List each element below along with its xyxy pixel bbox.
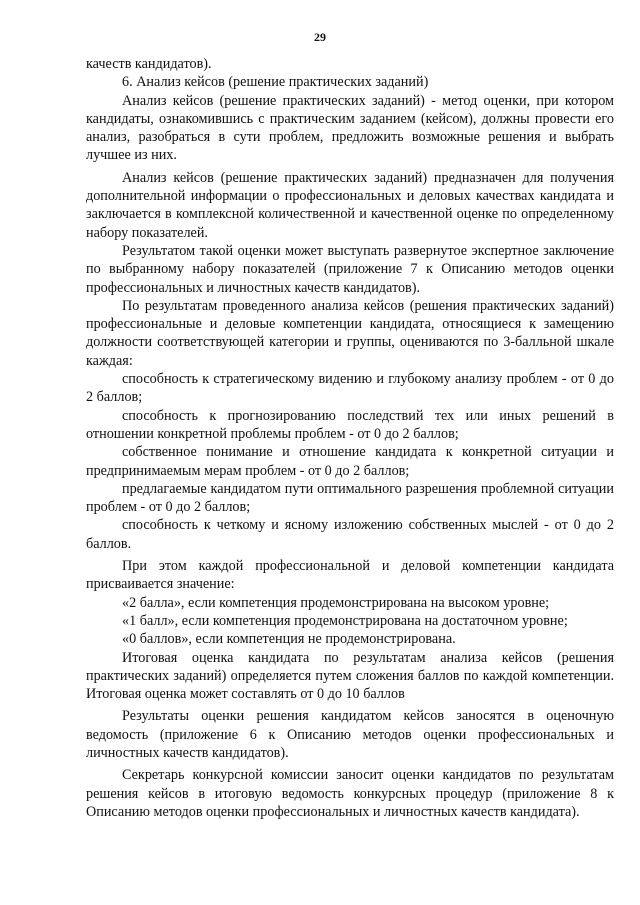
paragraph-definition: Анализ кейсов (решение практических заданий) - метод оценки, при котором кандидаты, ознакомившись с практическим заданием (кейсом), должны провести его анализ, разобраться в сути проблем, предложить возможные решения и выбрать лучшее из них.	[86, 92, 614, 164]
list-item-criterion: способность к стратегическому видению и глубокому анализу проблем - от 0 до 2 баллов;	[86, 371, 614, 406]
list-item-criterion: предлагаемые кандидатом пути оптимального разрешения проблемной ситуации проблем - от 0 до 2 баллов;	[86, 480, 614, 516]
list-item-criterion: способность к прогнозированию последствий тех или иных решений в отношении конкретной проблемы проблем - от 0 до 2 баллов;	[86, 407, 614, 442]
list-item-value: «1 балл», если компетенция продемонстрирована на достаточном уровне;	[122, 612, 568, 629]
section-heading: 6. Анализ кейсов (решение практических заданий)	[122, 74, 429, 91]
document-body	[86, 55, 614, 821]
paragraph-purpose: Анализ кейсов (решение практических заданий) предназначен для получения дополнительной информации о профессиональных и деловых качествах кандидата и заключается в комплексной количественной и качественной оценке по определенному набору показателей.	[86, 169, 614, 241]
paragraph-secretary: Секретарь конкурсной комиссии заносит оценки кандидатов по результатам решения кейсов в итоговую ведомость конкурсных процедур (приложение 8 к Описанию методов оценки профессиональных и личностных качеств кандидата).	[86, 767, 614, 820]
list-item-criterion: собственное понимание и отношение кандидата к конкретной ситуации и предпринимаемым мерам проблем - от 0 до 2 баллов;	[86, 444, 614, 479]
page-number: 29	[314, 30, 326, 44]
paragraph-values: При этом каждой профессиональной и деловой компетенции кандидата присваивается значение:	[86, 558, 614, 593]
paragraph-result: Результатом такой оценки может выступать развернутое экспертное заключение по выбранному набору показателей (приложение 7 к Описанию методов оценки профессиональных и личностных качеств кандидатов).	[86, 242, 614, 296]
paragraph-continuation: качеств кандидатов).	[86, 56, 212, 72]
paragraph-scale: По результатам проведенного анализа кейсов (решения практических заданий) профессиональные и деловые компетенции кандидата, относящиеся к замещению должности соответствующей категории и группы, оцениваются по 3-балльной шкале каждая:	[86, 297, 614, 369]
list-item-value: «2 балла», если компетенция продемонстрирована на высоком уровне;	[122, 594, 550, 611]
list-item-criterion: способность к четкому и ясному изложению собственных мыслей - от 0 до 2 баллов.	[86, 517, 614, 552]
paragraph-sheet: Результаты оценки решения кандидатом кейсов заносятся в оценочную ведомость (приложение 6 к Описанию методов оценки профессиональных и личностных качеств кандидатов).	[86, 708, 614, 761]
list-item-value: «0 баллов», если компетенция не продемонстрирована.	[122, 631, 456, 648]
paragraph-total: Итоговая оценка кандидата по результатам анализа кейсов (решения практических заданий) определяется путем сложения баллов по каждой компетенции. Итоговая оценка может составлять от 0 до 10 баллов	[86, 649, 614, 703]
